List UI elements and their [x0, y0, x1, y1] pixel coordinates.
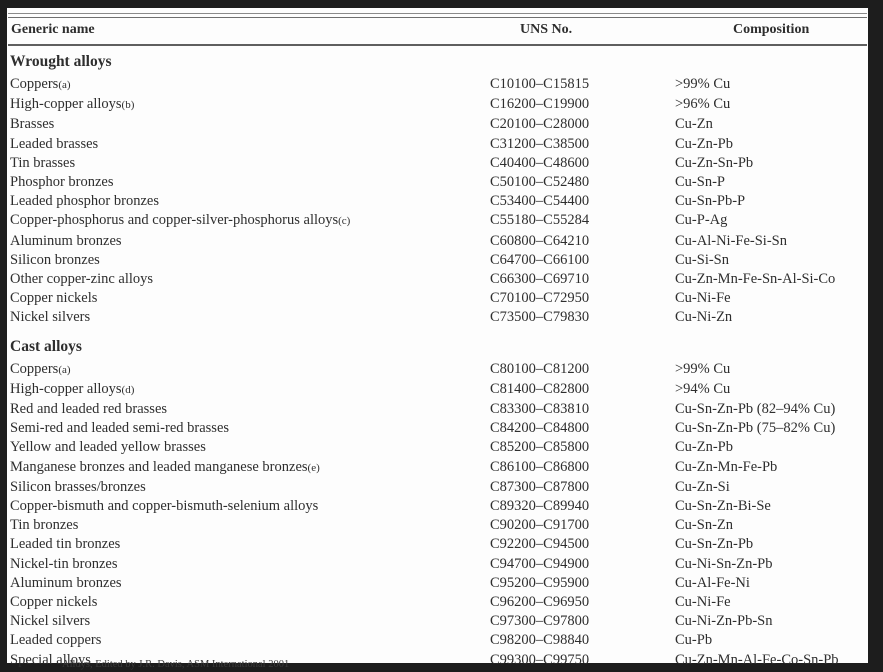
- composition-cell: Cu-Zn-Pb: [675, 439, 733, 456]
- table-row: [7, 535, 868, 554]
- column-header-generic-name: Generic name: [11, 22, 95, 37]
- generic-name-cell: Coppers(a): [10, 360, 71, 377]
- generic-name-cell: Phosphor bronzes: [10, 174, 114, 191]
- generic-name-cell: Aluminum bronzes: [10, 232, 122, 249]
- table-row: [7, 478, 868, 497]
- composition-cell: Cu-Ni-Fe: [675, 594, 731, 611]
- table-row: [7, 631, 868, 650]
- generic-name-cell: Nickel silvers: [10, 309, 91, 326]
- composition-cell: Cu-Zn-Pb: [675, 135, 733, 152]
- table-header-row: [8, 18, 867, 46]
- column-header-uns-no: UNS No.: [520, 22, 573, 37]
- uns-no-cell: C83300–C83810: [490, 401, 590, 418]
- uns-no-cell: C85200–C85800: [490, 439, 590, 456]
- composition-cell: Cu-Ni-Zn: [675, 309, 733, 326]
- generic-name-cell: Nickel silvers: [10, 613, 91, 630]
- uns-no-cell: C55180–C55284: [490, 212, 590, 229]
- generic-name-cell: Brasses: [10, 116, 55, 133]
- table-row: [7, 497, 868, 516]
- uns-no-cell: C84200–C84800: [490, 420, 590, 437]
- generic-name-cell: Red and leaded red brasses: [10, 401, 168, 418]
- uns-no-cell: C81400–C82800: [490, 380, 590, 397]
- uns-no-cell: C87300–C87800: [490, 478, 590, 495]
- section-title: Wrought alloys: [10, 53, 112, 70]
- uns-no-cell: C90200–C91700: [490, 517, 590, 534]
- section-title: Cast alloys: [10, 337, 82, 355]
- generic-name-cell: Silicon brasses/bronzes: [10, 478, 146, 495]
- generic-name-cell: High-copper alloys(b): [10, 96, 135, 113]
- footnote-marker: (a): [58, 363, 71, 376]
- composition-cell: Cu-Zn-Mn-Fe-Sn-Al-Si-Co: [675, 271, 836, 288]
- generic-name-cell: High-copper alloys(d): [10, 380, 135, 397]
- generic-name-cell: Tin bronzes: [10, 517, 79, 534]
- generic-name-cell: Copper nickels: [10, 290, 98, 307]
- generic-name-cell: Copper nickels: [10, 594, 98, 611]
- composition-cell: Cu-P-Ag: [675, 212, 728, 229]
- table-row: [7, 438, 868, 457]
- uns-no-cell: C99300–C99750: [490, 651, 590, 668]
- generic-name-cell: Copper-bismuth and copper-bismuth-selenium alloys: [10, 498, 319, 515]
- composition-cell: Cu-Sn-Zn-Pb: [675, 536, 754, 553]
- composition-cell: Cu-Ni-Fe: [675, 290, 731, 307]
- uns-no-cell: C92200–C94500: [490, 536, 590, 553]
- table-row: [7, 400, 868, 419]
- table-row: [7, 308, 868, 327]
- composition-cell: Cu-Sn-Zn: [675, 517, 733, 534]
- uns-no-cell: C20100–C28000: [490, 116, 590, 133]
- composition-cell: Cu-Sn-Zn-Bi-Se: [675, 498, 771, 515]
- uns-no-cell: C66300–C69710: [490, 271, 590, 288]
- uns-no-cell: C53400–C54400: [490, 193, 590, 210]
- generic-name-cell: Special alloys: [10, 651, 91, 668]
- uns-no-cell: C86100–C86800: [490, 458, 590, 475]
- generic-name-cell: Other copper-zinc alloys: [10, 271, 154, 288]
- generic-name-cell: Leaded coppers: [10, 632, 102, 649]
- uns-no-cell: C31200–C38500: [490, 135, 590, 152]
- uns-no-cell: C97300–C97800: [490, 613, 590, 630]
- footnote-marker: (a): [58, 79, 71, 91]
- table-row: [7, 211, 868, 231]
- composition-cell: >99% Cu: [675, 360, 731, 377]
- table-row: [7, 380, 868, 400]
- uns-no-cell: C80100–C81200: [490, 360, 590, 377]
- uns-no-cell: C98200–C98840: [490, 632, 590, 649]
- table-row: [7, 192, 868, 211]
- table-row: [7, 458, 868, 478]
- uns-no-cell: C94700–C94900: [490, 555, 590, 572]
- generic-name-cell: Copper-phosphorus and copper-silver-phosphorus alloys(c): [10, 212, 351, 229]
- uns-no-cell: C50100–C52480: [490, 174, 590, 191]
- composition-cell: Cu-Al-Fe-Ni: [675, 574, 750, 591]
- table-row: [7, 135, 868, 154]
- table-row: [7, 612, 868, 631]
- composition-cell: Cu-Sn-Pb-P: [675, 193, 746, 210]
- composition-cell: Cu-Zn-Si: [675, 478, 730, 495]
- generic-name-cell: Leaded brasses: [10, 135, 99, 152]
- generic-name-cell: Yellow and leaded yellow brasses: [10, 439, 206, 456]
- uns-no-cell: C89320–C89940: [490, 498, 590, 515]
- table-row: [7, 115, 868, 134]
- composition-cell: Cu-Sn-P: [675, 174, 725, 191]
- uns-no-cell: C64700–C66100: [490, 251, 590, 268]
- document-page: [7, 8, 868, 670]
- footnote-marker: (e): [307, 461, 320, 474]
- footnote-marker: (c): [338, 215, 351, 228]
- composition-cell: Cu-Ni-Zn-Pb-Sn: [675, 613, 773, 630]
- uns-no-cell: C40400–C48600: [490, 154, 590, 171]
- table-row: [7, 574, 868, 593]
- composition-cell: Cu-Pb: [675, 632, 713, 649]
- footnote-marker: (d): [121, 383, 135, 396]
- uns-no-cell: C96200–C96950: [490, 594, 590, 611]
- generic-name-cell: Semi-red and leaded semi-red brasses: [10, 420, 230, 437]
- table-row: [7, 270, 868, 289]
- composition-cell: >94% Cu: [675, 380, 731, 397]
- uns-no-cell: C73500–C79830: [490, 309, 590, 326]
- uns-no-cell: C10100–C15815: [490, 76, 590, 92]
- table-row: [7, 154, 868, 173]
- table-row: [7, 289, 868, 308]
- composition-cell: Cu-Sn-Zn-Pb (75–82% Cu): [675, 420, 836, 437]
- composition-cell: Cu-Ni-Sn-Zn-Pb: [675, 555, 773, 572]
- generic-name-cell: Coppers(a): [10, 76, 71, 92]
- composition-cell: Cu-Sn-Zn-Pb (82–94% Cu): [675, 401, 836, 418]
- table-row: [7, 516, 868, 535]
- table-row: [7, 232, 868, 251]
- generic-name-cell: Silicon bronzes: [10, 251, 100, 268]
- table-row: [7, 95, 868, 115]
- generic-name-cell: Leaded tin bronzes: [10, 536, 121, 553]
- composition-cell: >96% Cu: [675, 96, 731, 113]
- table-row: [7, 419, 868, 438]
- composition-cell: Cu-Si-Sn: [675, 251, 729, 268]
- table-row: [7, 593, 868, 612]
- table-row: [7, 251, 868, 270]
- composition-cell: Cu-Al-Ni-Fe-Si-Sn: [675, 232, 787, 249]
- footnote-marker: (b): [121, 99, 135, 112]
- uns-no-cell: C70100–C72950: [490, 290, 590, 307]
- composition-cell: Cu-Zn-Mn-Fe-Pb: [675, 458, 778, 475]
- composition-cell: >99% Cu: [675, 76, 731, 92]
- generic-name-cell: Nickel-tin bronzes: [10, 555, 118, 572]
- generic-name-cell: Manganese bronzes and leaded manganese bronzes(e): [10, 458, 320, 475]
- uns-no-cell: C95200–C95900: [490, 574, 590, 591]
- source-footnote: Alloys, Edited by J.R. Davis, ASM International 2001: [62, 659, 290, 670]
- composition-cell: Cu-Zn: [675, 116, 713, 133]
- generic-name-cell: Aluminum bronzes: [10, 574, 122, 591]
- column-header-composition: Composition: [733, 22, 810, 37]
- table-row: [7, 360, 868, 380]
- uns-no-cell: C16200–C19900: [490, 96, 590, 113]
- uns-no-cell: C60800–C64210: [490, 232, 590, 249]
- composition-cell: Cu-Zn-Sn-Pb: [675, 154, 754, 171]
- composition-cell: Cu-Zn-Mn-Al-Fe-Co-Sn-Pb: [675, 651, 839, 668]
- table-body: [7, 46, 868, 670]
- table-row: [7, 555, 868, 574]
- table-row: [7, 75, 868, 95]
- generic-name-cell: Leaded phosphor bronzes: [10, 193, 159, 210]
- table-row: [7, 173, 868, 192]
- generic-name-cell: Tin brasses: [10, 154, 76, 171]
